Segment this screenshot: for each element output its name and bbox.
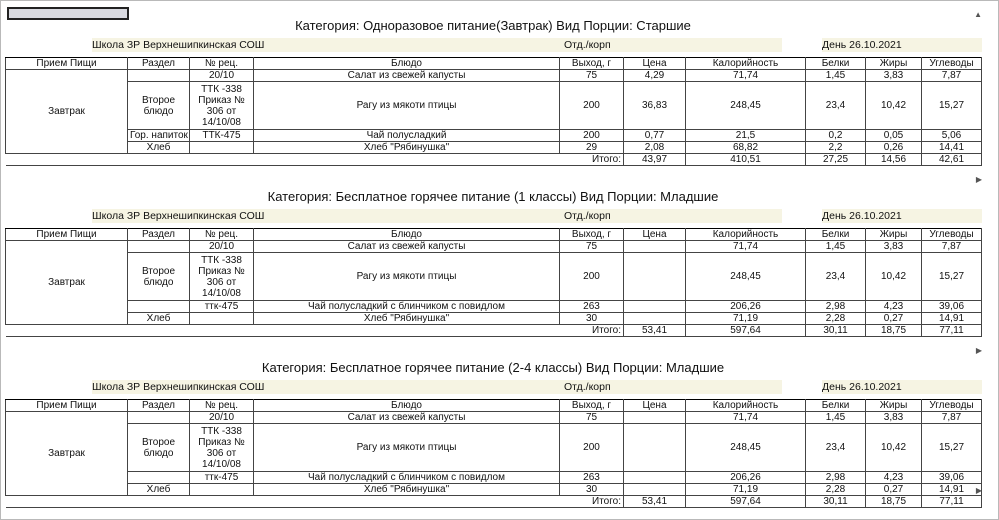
protein-cell: 2,28 <box>806 484 866 496</box>
carbs-cell: 39,06 <box>922 472 982 484</box>
carbs-cell: 7,87 <box>922 241 982 253</box>
protein-cell: 23,4 <box>806 253 866 301</box>
output-cell: 29 <box>560 142 624 154</box>
recipe-cell <box>190 484 254 496</box>
fat-cell: 3,83 <box>866 412 922 424</box>
fat-cell: 4,23 <box>866 301 922 313</box>
scroll-right-arrow-icon[interactable]: ▶ <box>975 175 982 184</box>
header-output: Выход, г <box>560 58 624 70</box>
recipe-cell: ттк-475 <box>190 301 254 313</box>
day-label: День 26.10.2021 <box>822 209 982 223</box>
carbs-cell: 14,91 <box>922 313 982 325</box>
dish-cell: Рагу из мякоти птицы <box>254 253 560 301</box>
total-protein: 30,11 <box>806 325 866 337</box>
section-cell: Второе блюдо <box>128 82 190 130</box>
section-cell: Второе блюдо <box>128 253 190 301</box>
table-row <box>6 313 982 325</box>
table-row <box>6 484 982 496</box>
table-row <box>6 301 982 313</box>
fat-cell: 3,83 <box>866 70 922 82</box>
dish-cell: Хлеб "Рябинушка" <box>254 142 560 154</box>
dept-label: Отд./корп <box>564 210 611 222</box>
day-label: День 26.10.2021 <box>822 380 982 394</box>
scroll-up-arrow-icon[interactable]: ▲ <box>974 10 982 19</box>
table-row <box>6 412 982 424</box>
menu-section <box>5 15 981 166</box>
dept-label: Отд./корп <box>564 381 611 393</box>
header-dish: Блюдо <box>254 400 560 412</box>
section-cell: Хлеб <box>128 484 190 496</box>
section-cell: Второе блюдо <box>128 424 190 472</box>
dish-cell: Чай полусладкий с блинчиком с повидлом <box>254 472 560 484</box>
total-row <box>6 154 982 166</box>
total-label: Итого: <box>6 496 624 508</box>
header-section: Раздел <box>128 400 190 412</box>
header-protein: Белки <box>806 58 866 70</box>
calories-cell: 248,45 <box>686 82 806 130</box>
table-header <box>6 400 982 412</box>
scroll-right-arrow-icon[interactable]: ▶ <box>975 346 982 355</box>
price-cell <box>624 424 686 472</box>
total-fat: 14,56 <box>866 154 922 166</box>
menu-table <box>5 399 982 508</box>
school-label: Школа ЗР Верхнешипкинская СОШ <box>92 39 265 51</box>
carbs-cell: 15,27 <box>922 82 982 130</box>
info-row <box>5 209 981 225</box>
recipe-cell: 20/10 <box>190 241 254 253</box>
fat-cell: 10,42 <box>866 424 922 472</box>
section-cell: Гор. напиток <box>128 130 190 142</box>
total-carbs: 77,11 <box>922 496 982 508</box>
price-cell: 2,08 <box>624 142 686 154</box>
recipe-cell <box>190 142 254 154</box>
recipe-cell: ТТК -338 Приказ № 306 от 14/10/08 <box>190 424 254 472</box>
total-label: Итого: <box>6 154 624 166</box>
carbs-cell: 15,27 <box>922 253 982 301</box>
header-carbs: Углеводы <box>922 400 982 412</box>
total-price: 43,97 <box>624 154 686 166</box>
day-label: День 26.10.2021 <box>822 38 982 52</box>
fat-cell: 0,27 <box>866 313 922 325</box>
table-row <box>6 130 982 142</box>
header-calories: Калорийность <box>686 229 806 241</box>
header-protein: Белки <box>806 229 866 241</box>
header-price: Цена <box>624 229 686 241</box>
calories-cell: 21,5 <box>686 130 806 142</box>
recipe-cell: ТТК -338 Приказ № 306 от 14/10/08 <box>190 253 254 301</box>
header-recipe: № рец. <box>190 400 254 412</box>
price-cell <box>624 484 686 496</box>
price-cell <box>624 412 686 424</box>
section-title: Категория: Бесплатное горячее питание (1 классы) Вид Порции: Младшие <box>267 189 719 204</box>
section-title: Категория: Бесплатное горячее питание (2-4 классы) Вид Порции: Младшие <box>261 360 725 375</box>
total-calories: 410,51 <box>686 154 806 166</box>
total-price: 53,41 <box>624 496 686 508</box>
meal-cell: Завтрак <box>6 412 128 496</box>
header-carbs: Углеводы <box>922 58 982 70</box>
section-cell <box>128 241 190 253</box>
recipe-cell <box>190 313 254 325</box>
calories-cell: 248,45 <box>686 424 806 472</box>
fat-cell: 10,42 <box>866 82 922 130</box>
total-row <box>6 496 982 508</box>
price-cell <box>624 472 686 484</box>
section-cell <box>128 70 190 82</box>
dish-cell: Чай полусладкий с блинчиком с повидлом <box>254 301 560 313</box>
dish-cell: Чай полусладкий <box>254 130 560 142</box>
school-label: Школа ЗР Верхнешипкинская СОШ <box>92 210 265 222</box>
header-dish: Блюдо <box>254 229 560 241</box>
total-calories: 597,64 <box>686 496 806 508</box>
menu-table <box>5 228 982 337</box>
header-recipe: № рец. <box>190 229 254 241</box>
total-fat: 18,75 <box>866 325 922 337</box>
calories-cell: 248,45 <box>686 253 806 301</box>
calories-cell: 71,19 <box>686 484 806 496</box>
section-cell <box>128 472 190 484</box>
protein-cell: 23,4 <box>806 424 866 472</box>
fat-cell: 0,26 <box>866 142 922 154</box>
table-row <box>6 241 982 253</box>
section-cell <box>128 301 190 313</box>
protein-cell: 0,2 <box>806 130 866 142</box>
header-fat: Жиры <box>866 58 922 70</box>
fat-cell: 3,83 <box>866 241 922 253</box>
menu-section <box>5 357 981 508</box>
total-carbs: 42,61 <box>922 154 982 166</box>
dish-cell: Рагу из мякоти птицы <box>254 82 560 130</box>
section-cell: Хлеб <box>128 142 190 154</box>
output-cell: 200 <box>560 424 624 472</box>
output-cell: 30 <box>560 484 624 496</box>
output-cell: 75 <box>560 412 624 424</box>
calories-cell: 206,26 <box>686 301 806 313</box>
fat-cell: 4,23 <box>866 472 922 484</box>
price-cell <box>624 301 686 313</box>
header-meal: Прием Пищи <box>6 400 128 412</box>
calories-cell: 71,74 <box>686 412 806 424</box>
carbs-cell: 14,41 <box>922 142 982 154</box>
info-row <box>5 38 981 54</box>
table-row <box>6 142 982 154</box>
header-section: Раздел <box>128 58 190 70</box>
calories-cell: 206,26 <box>686 472 806 484</box>
table-row <box>6 253 982 301</box>
total-calories: 597,64 <box>686 325 806 337</box>
carbs-cell: 15,27 <box>922 424 982 472</box>
table-row <box>6 472 982 484</box>
section-cell <box>128 412 190 424</box>
dish-cell: Хлеб "Рябинушка" <box>254 484 560 496</box>
protein-cell: 2,98 <box>806 301 866 313</box>
table-row <box>6 82 982 130</box>
carbs-cell: 14,91 <box>922 484 982 496</box>
output-cell: 263 <box>560 472 624 484</box>
section-cell: Хлеб <box>128 313 190 325</box>
total-row <box>6 325 982 337</box>
header-fat: Жиры <box>866 229 922 241</box>
fat-cell: 10,42 <box>866 253 922 301</box>
scroll-right-arrow-icon[interactable]: ▶ <box>975 486 982 495</box>
protein-cell: 1,45 <box>806 412 866 424</box>
table-header <box>6 229 982 241</box>
header-meal: Прием Пищи <box>6 58 128 70</box>
output-cell: 75 <box>560 70 624 82</box>
fat-cell: 0,05 <box>866 130 922 142</box>
meal-cell: Завтрак <box>6 70 128 154</box>
table-row <box>6 70 982 82</box>
recipe-cell: 20/10 <box>190 70 254 82</box>
menu-table <box>5 57 982 166</box>
section-title: Категория: Одноразовое питание(Завтрак) Вид Порции: Старшие <box>295 18 691 33</box>
menu-section <box>5 186 981 337</box>
fat-cell: 0,27 <box>866 484 922 496</box>
header-output: Выход, г <box>560 400 624 412</box>
calories-cell: 71,74 <box>686 241 806 253</box>
meal-cell: Завтрак <box>6 241 128 325</box>
protein-cell: 2,98 <box>806 472 866 484</box>
protein-cell: 2,2 <box>806 142 866 154</box>
total-label: Итого: <box>6 325 624 337</box>
header-price: Цена <box>624 400 686 412</box>
dept-label: Отд./корп <box>564 39 611 51</box>
header-carbs: Углеводы <box>922 229 982 241</box>
recipe-cell: ТТК -338 Приказ № 306 от 14/10/08 <box>190 82 254 130</box>
carbs-cell: 39,06 <box>922 301 982 313</box>
recipe-cell: 20/10 <box>190 412 254 424</box>
dish-cell: Рагу из мякоти птицы <box>254 424 560 472</box>
header-calories: Калорийность <box>686 58 806 70</box>
dish-cell: Салат из свежей капусты <box>254 241 560 253</box>
output-cell: 200 <box>560 82 624 130</box>
output-cell: 200 <box>560 253 624 301</box>
price-cell: 4,29 <box>624 70 686 82</box>
dish-cell: Хлеб "Рябинушка" <box>254 313 560 325</box>
recipe-cell: ттк-475 <box>190 472 254 484</box>
total-carbs: 77,11 <box>922 325 982 337</box>
header-calories: Калорийность <box>686 400 806 412</box>
header-section: Раздел <box>128 229 190 241</box>
price-cell: 0,77 <box>624 130 686 142</box>
output-cell: 200 <box>560 130 624 142</box>
header-dish: Блюдо <box>254 58 560 70</box>
protein-cell: 2,28 <box>806 313 866 325</box>
output-cell: 30 <box>560 313 624 325</box>
dish-cell: Салат из свежей капусты <box>254 412 560 424</box>
total-protein: 27,25 <box>806 154 866 166</box>
dish-cell: Салат из свежей капусты <box>254 70 560 82</box>
price-cell <box>624 241 686 253</box>
header-recipe: № рец. <box>190 58 254 70</box>
output-cell: 75 <box>560 241 624 253</box>
info-row <box>5 380 981 396</box>
header-fat: Жиры <box>866 400 922 412</box>
calories-cell: 68,82 <box>686 142 806 154</box>
total-price: 53,41 <box>624 325 686 337</box>
calories-cell: 71,74 <box>686 70 806 82</box>
header-output: Выход, г <box>560 229 624 241</box>
protein-cell: 1,45 <box>806 241 866 253</box>
recipe-cell: ТТК-475 <box>190 130 254 142</box>
calories-cell: 71,19 <box>686 313 806 325</box>
carbs-cell: 7,87 <box>922 70 982 82</box>
header-meal: Прием Пищи <box>6 229 128 241</box>
header-protein: Белки <box>806 400 866 412</box>
table-row <box>6 424 982 472</box>
carbs-cell: 7,87 <box>922 412 982 424</box>
price-cell: 36,83 <box>624 82 686 130</box>
price-cell <box>624 313 686 325</box>
school-label: Школа ЗР Верхнешипкинская СОШ <box>92 381 265 393</box>
total-protein: 30,11 <box>806 496 866 508</box>
price-cell <box>624 253 686 301</box>
header-price: Цена <box>624 58 686 70</box>
table-header <box>6 58 982 70</box>
output-cell: 263 <box>560 301 624 313</box>
total-fat: 18,75 <box>866 496 922 508</box>
protein-cell: 1,45 <box>806 70 866 82</box>
protein-cell: 23,4 <box>806 82 866 130</box>
carbs-cell: 5,06 <box>922 130 982 142</box>
